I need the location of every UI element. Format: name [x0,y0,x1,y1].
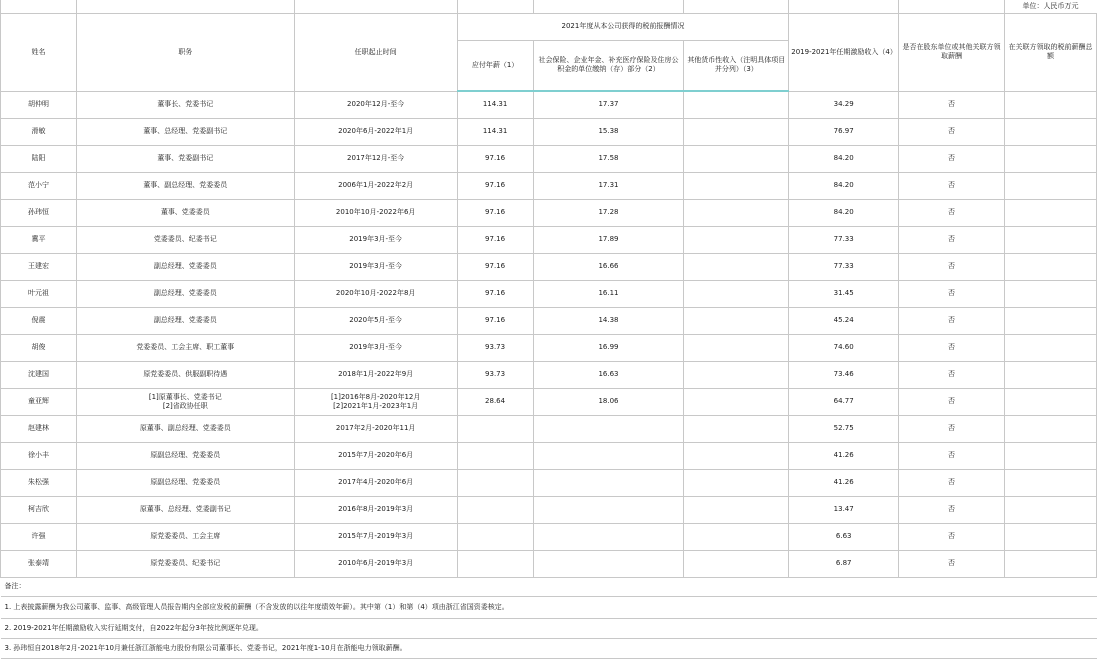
cell-other [684,523,789,550]
cell-social [533,523,684,550]
cell-social: 17.37 [533,91,684,118]
cell-name: 孙玮恒 [1,199,77,226]
header-incentive: 2019-2021年任期激励收入（4） [789,13,899,91]
cell-position: 董事长、党委书记 [76,91,294,118]
cell-tenure: 2015年7月-2019年3月 [294,523,457,550]
cell-related-total [1004,334,1096,361]
cell-other [684,280,789,307]
table-row [1,496,1097,523]
table-row [1,442,1097,469]
cell-position: 原董事、副总经理、党委委员 [76,415,294,442]
cell-incentive: 41.26 [789,442,899,469]
cell-related-party: 否 [899,199,1005,226]
table-row [1,199,1097,226]
cell-related-party: 否 [899,442,1005,469]
cell-name: 陆阳 [1,145,77,172]
table-row [1,280,1097,307]
cell-related-party: 否 [899,91,1005,118]
top-blank-cell [294,0,457,13]
cell-name: 冀平 [1,226,77,253]
cell-social [533,496,684,523]
table-row [1,172,1097,199]
table-row [1,226,1097,253]
cell-social [533,442,684,469]
table-row [1,334,1097,361]
cell-social: 16.99 [533,334,684,361]
cell-salary: 97.16 [457,199,533,226]
cell-incentive: 76.97 [789,118,899,145]
cell-position: 董事、党委委员 [76,199,294,226]
cell-incentive: 31.45 [789,280,899,307]
cell-related-total [1004,550,1096,577]
cell-tenure: 2018年1月-2022年9月 [294,361,457,388]
table-row [1,307,1097,334]
cell-related-party: 否 [899,334,1005,361]
cell-other [684,118,789,145]
cell-social: 16.63 [533,361,684,388]
cell-salary [457,415,533,442]
top-blank-cell [899,0,1005,13]
cell-salary: 97.16 [457,253,533,280]
table-row [1,145,1097,172]
cell-salary [457,442,533,469]
cell-other [684,361,789,388]
cell-incentive: 84.20 [789,172,899,199]
header-other: 其他货币性收入（注明具体项目并分列）（3） [684,40,789,91]
cell-name: 倪震 [1,307,77,334]
note-label: 备注： [1,577,1097,596]
cell-related-total [1004,523,1096,550]
cell-incentive: 34.29 [789,91,899,118]
cell-salary: 97.16 [457,307,533,334]
header-social: 社会保险、企业年金、补充医疗保险及住房公积金的单位缴纳（存）部分（2） [533,40,684,91]
cell-position: 原副总经理、党委委员 [76,442,294,469]
cell-incentive: 13.47 [789,496,899,523]
table-row [1,388,1097,415]
cell-tenure: 2006年1月-2022年2月 [294,172,457,199]
cell-salary [457,550,533,577]
cell-position: 副总经理、党委委员 [76,307,294,334]
cell-tenure: 2020年6月-2022年1月 [294,118,457,145]
cell-related-total [1004,307,1096,334]
cell-salary: 97.16 [457,280,533,307]
unit-label: 单位：人民币万元 [1022,1,1079,10]
cell-social: 17.89 [533,226,684,253]
cell-related-total [1004,361,1096,388]
cell-other [684,145,789,172]
header-tenure: 任职起止时间 [294,13,457,91]
cell-salary: 114.31 [457,118,533,145]
cell-tenure: 2017年4月-2020年6月 [294,469,457,496]
cell-related-total [1004,118,1096,145]
cell-tenure: 2019年3月-至今 [294,253,457,280]
top-blank-cell [684,0,789,13]
cell-related-total [1004,226,1096,253]
cell-related-party: 否 [899,361,1005,388]
cell-incentive: 84.20 [789,199,899,226]
cell-related-party: 否 [899,280,1005,307]
cell-related-total [1004,415,1096,442]
cell-position: 董事、党委副书记 [76,145,294,172]
cell-related-total [1004,145,1096,172]
cell-incentive: 45.24 [789,307,899,334]
table-row [1,523,1097,550]
header-related-party: 是否在股东单位或其他关联方领取薪酬 [899,13,1005,91]
cell-related-party: 否 [899,550,1005,577]
cell-position: 党委委员、纪委书记 [76,226,294,253]
table-row [1,91,1097,118]
cell-related-party: 否 [899,496,1005,523]
cell-name: 许强 [1,523,77,550]
note-1: 1. 上表披露薪酬为我公司董事、监事、高级管理人员报告期内全部应发税前薪酬（不含发放的以往年度绩效年薪）。其中第（1）和第（4）项由浙江省国资委核定。 [1,596,1097,618]
cell-position: 副总经理、党委委员 [76,253,294,280]
cell-related-total [1004,199,1096,226]
cell-name: 赵建林 [1,415,77,442]
cell-incentive: 73.46 [789,361,899,388]
cell-related-total [1004,442,1096,469]
table-row [1,550,1097,577]
cell-salary [457,523,533,550]
cell-name: 叶元祖 [1,280,77,307]
cell-position: 原党委委员、工会主席 [76,523,294,550]
cell-social: 14.38 [533,307,684,334]
note-3: 3. 孙玮恒自2018年2月-2021年10月兼任浙江浙能电力股份有限公司董事长、党委书记，2021年度1-10月在浙能电力领取薪酬。 [1,638,1097,658]
table-row [1,361,1097,388]
cell-related-total [1004,280,1096,307]
cell-tenure: 2017年12月-至今 [294,145,457,172]
cell-related-party: 否 [899,118,1005,145]
cell-related-party: 否 [899,172,1005,199]
cell-salary: 114.31 [457,91,533,118]
cell-other [684,172,789,199]
cell-tenure: 2016年8月-2019年3月 [294,496,457,523]
cell-tenure: [1]2016年8月-2020年12月 [2]2021年1月-2023年1月 [294,388,457,415]
top-blank-cell [1,0,77,13]
header-salary: 应付年薪（1） [457,40,533,91]
cell-salary: 93.73 [457,334,533,361]
cell-other [684,334,789,361]
top-blank-cell [76,0,294,13]
cell-social: 17.28 [533,199,684,226]
cell-salary: 28.64 [457,388,533,415]
cell-tenure: 2017年2月-2020年11月 [294,415,457,442]
cell-other [684,307,789,334]
cell-position: 原党委委员、纪委书记 [76,550,294,577]
cell-related-total [1004,91,1096,118]
cell-name: 胡仲明 [1,91,77,118]
cell-related-total [1004,469,1096,496]
cell-incentive: 84.20 [789,145,899,172]
cell-related-party: 否 [899,415,1005,442]
cell-social: 18.06 [533,388,684,415]
header-group-2021: 2021年度从本公司获得的税前报酬情况 [457,13,789,40]
cell-salary: 97.16 [457,145,533,172]
cell-other [684,199,789,226]
cell-tenure: 2020年12月-至今 [294,91,457,118]
cell-other [684,469,789,496]
cell-related-party: 否 [899,253,1005,280]
cell-tenure: 2020年10月-2022年8月 [294,280,457,307]
cell-salary: 97.16 [457,226,533,253]
cell-social [533,415,684,442]
cell-tenure: 2019年3月-至今 [294,226,457,253]
cell-incentive: 41.26 [789,469,899,496]
cell-incentive: 74.60 [789,334,899,361]
cell-incentive: 77.33 [789,226,899,253]
header-position: 职务 [76,13,294,91]
cell-incentive: 6.87 [789,550,899,577]
cell-name: 徐小丰 [1,442,77,469]
cell-incentive: 6.63 [789,523,899,550]
table-row [1,415,1097,442]
cell-tenure: 2010年6月-2019年3月 [294,550,457,577]
cell-name: 朱松强 [1,469,77,496]
cell-name: 柯吉欣 [1,496,77,523]
cell-name: 沈建国 [1,361,77,388]
cell-salary: 93.73 [457,361,533,388]
cell-position: 原副总经理、党委委员 [76,469,294,496]
cell-social: 16.11 [533,280,684,307]
cell-name: 范小宁 [1,172,77,199]
cell-related-party: 否 [899,226,1005,253]
cell-other [684,253,789,280]
top-blank-cell [789,0,899,13]
cell-social: 16.66 [533,253,684,280]
cell-social: 15.38 [533,118,684,145]
table-row [1,469,1097,496]
cell-related-total [1004,496,1096,523]
cell-name: 王建宏 [1,253,77,280]
cell-other [684,442,789,469]
cell-other [684,226,789,253]
cell-salary [457,496,533,523]
cell-related-party: 否 [899,307,1005,334]
cell-tenure: 2015年7月-2020年6月 [294,442,457,469]
cell-tenure: 2020年5月-至今 [294,307,457,334]
cell-related-total [1004,253,1096,280]
cell-related-party: 否 [899,523,1005,550]
cell-tenure: 2019年3月-至今 [294,334,457,361]
cell-related-total [1004,172,1096,199]
table-row [1,118,1097,145]
cell-incentive: 64.77 [789,388,899,415]
cell-other [684,550,789,577]
note-2: 2. 2019-2021年任期激励收入实行延期支付，自2022年起分3年按比例逐年兑现。 [1,618,1097,638]
cell-social [533,469,684,496]
table-row [1,253,1097,280]
cell-related-total [1004,388,1096,415]
cell-other [684,91,789,118]
cell-name: 滑敏 [1,118,77,145]
cell-other [684,388,789,415]
cell-tenure: 2010年10月-2022年6月 [294,199,457,226]
cell-social [533,550,684,577]
top-blank-cell [457,0,533,13]
cell-position: 副总经理、党委委员 [76,280,294,307]
cell-position: 党委委员、工会主席、职工董事 [76,334,294,361]
cell-related-party: 否 [899,469,1005,496]
cell-name: 张泰靖 [1,550,77,577]
cell-incentive: 52.75 [789,415,899,442]
cell-social: 17.58 [533,145,684,172]
cell-social: 17.31 [533,172,684,199]
cell-name: 童亚辉 [1,388,77,415]
cell-position: 原党委委员、供服副职待遇 [76,361,294,388]
cell-salary [457,469,533,496]
cell-position: 原董事、总经理、党委副书记 [76,496,294,523]
cell-name: 胡俊 [1,334,77,361]
header-name: 姓名 [1,13,77,91]
cell-related-party: 否 [899,388,1005,415]
cell-position: 董事、副总经理、党委委员 [76,172,294,199]
cell-related-party: 否 [899,145,1005,172]
cell-other [684,415,789,442]
cell-other [684,496,789,523]
header-related-total: 在关联方领取的税前薪酬总额 [1004,13,1096,91]
cell-salary: 97.16 [457,172,533,199]
top-blank-cell [533,0,684,13]
cell-position: [1]原董事长、党委书记 [2]省政协任职 [76,388,294,415]
cell-position: 董事、总经理、党委副书记 [76,118,294,145]
cell-incentive: 77.33 [789,253,899,280]
